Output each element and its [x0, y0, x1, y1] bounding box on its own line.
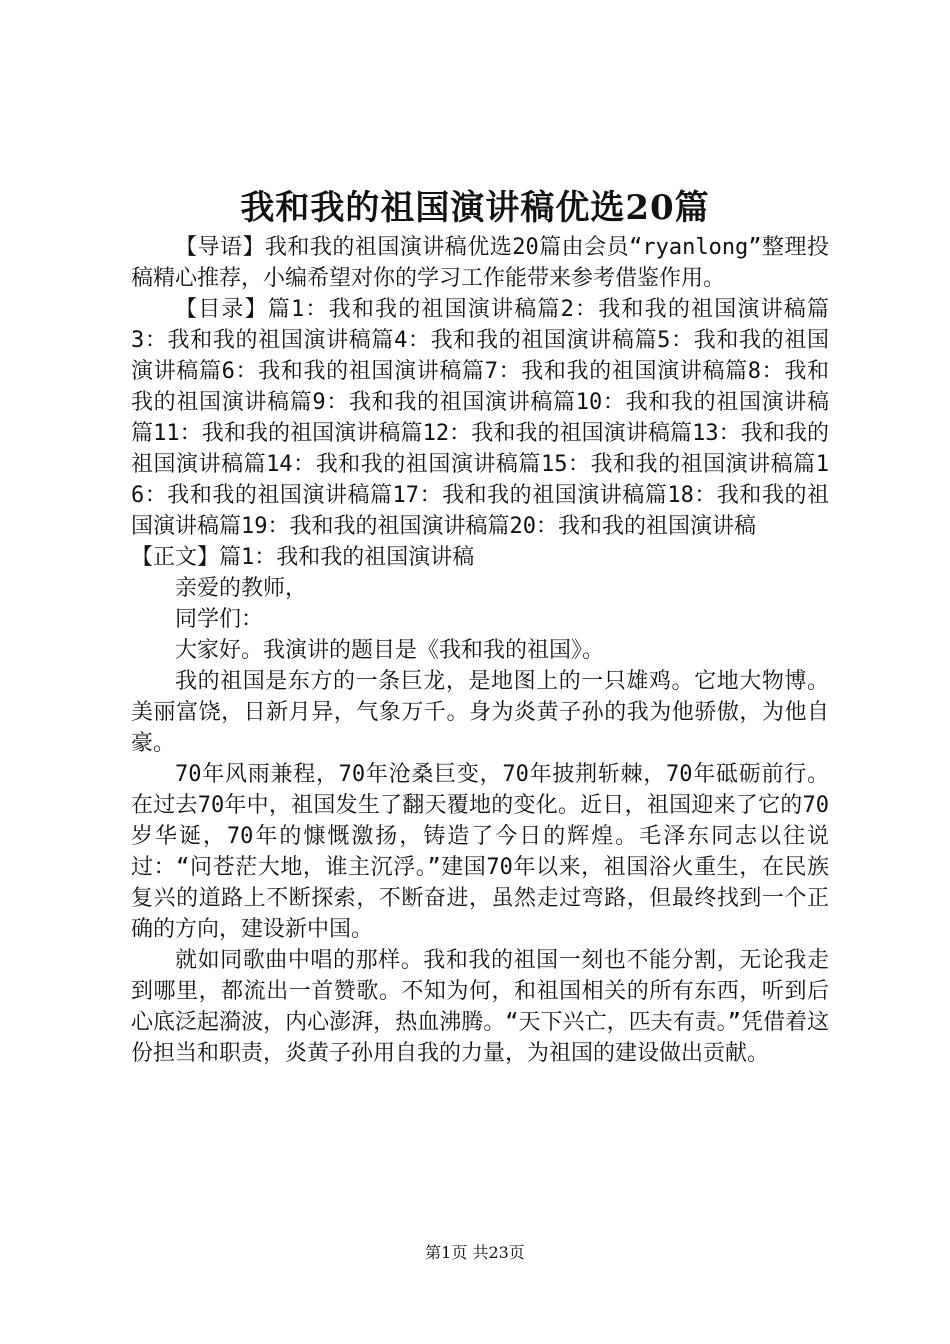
- body-paragraph: 70年风雨兼程，70年沧桑巨变，70年披荆斩棘，70年砥砺前行。在过去70年中，祖国发生了翻天覆地的变化。近日，祖国迎来了它的70岁华诞，70年的慷慨激扬，铸造了今日的辉煌。毛泽东同志以往说过：“问苍茫大地，谁主沉浮。”建国70年以来，祖国浴火重生，在民族复兴的道路上不断探索，不断奋进，虽然走过弯路，但最终找到一个正确的方向，建设新中国。: [131, 762, 829, 942]
- body-paragraph: 就如同歌曲中唱的那样。我和我的祖国一刻也不能分割，无论我走到哪里，都流出一首赞歌。不知为何，和祖国相关的所有东西，听到后心底泛起漪波，内心澎湃，热血沸腾。“天下兴亡，匹夫有责。”凭借着这份担当和职责，炎黄子孙用自我的力量，为祖国的建设做出贡献。: [131, 948, 829, 1066]
- salutation-line: 亲爱的教师，: [175, 576, 308, 601]
- intro-paragraph: 【导语】我和我的祖国演讲稿优选20篇由会员“ryanlong”整理投稿精心推荐，小编希望对你的学习工作能带来参考借鉴作用。: [131, 235, 829, 291]
- body-paragraph: 我的祖国是东方的一条巨龙，是地图上的一只雄鸡。它地大物博。美丽富饶，日新月异，气象万千。身为炎黄子孙的我为他骄傲，为他自豪。: [131, 669, 829, 756]
- document-title: 我和我的祖国演讲稿优选20篇: [240, 188, 710, 228]
- page-number-footer: 第1页 共23页: [425, 1243, 525, 1262]
- toc-paragraph: 【目录】篇1：我和我的祖国演讲稿篇2：我和我的祖国演讲稿篇3：我和我的祖国演讲稿篇4：我和我的祖国演讲稿篇5：我和我的祖国演讲稿篇6：我和我的祖国演讲稿篇7：我和我的祖国演讲稿篇8：我和我的祖国演讲稿篇9：我和我的祖国演讲稿篇10：我和我的祖国演讲稿篇11：我和我的祖国演讲稿篇12：我和我的祖国演讲稿篇13：我和我的祖国演讲稿篇14：我和我的祖国演讲稿篇15：我和我的祖国演讲稿篇16：我和我的祖国演讲稿篇17：我和我的祖国演讲稿篇18：我和我的祖国演讲稿篇19：我和我的祖国演讲稿篇20：我和我的祖国演讲稿: [131, 297, 829, 539]
- salutation-line: 同学们：: [175, 607, 264, 632]
- document-body: [131, 232, 829, 1069]
- main-text-heading: 【正文】篇1：我和我的祖国演讲稿: [131, 545, 475, 570]
- body-paragraph: 大家好。我演讲的题目是《我和我的祖国》。: [175, 638, 605, 663]
